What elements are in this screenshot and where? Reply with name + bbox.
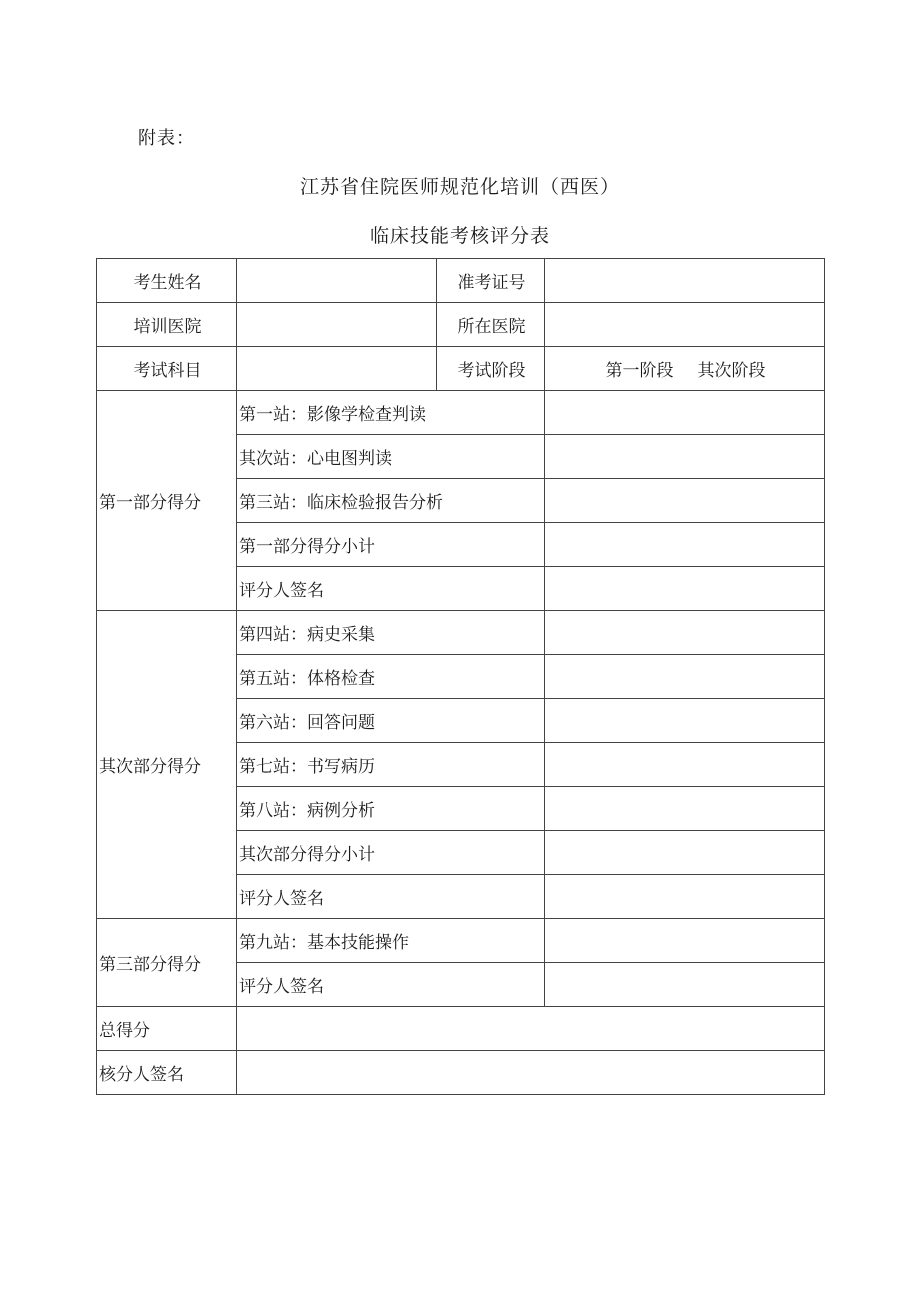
part1-subtotal-label: 第一部分得分小计 xyxy=(237,523,545,567)
table-row xyxy=(97,391,825,435)
station-9-label: 第九站：基本技能操作 xyxy=(237,919,545,963)
part1-label: 第一部分得分 xyxy=(97,391,237,611)
table-row xyxy=(97,1007,825,1051)
stage-option-first[interactable]: 第一阶段 xyxy=(605,361,674,381)
exam-subject-field[interactable] xyxy=(237,347,437,391)
station-8-label: 第八站：病例分析 xyxy=(237,787,545,831)
candidate-name-label: 考生姓名 xyxy=(97,259,237,303)
station-8-score[interactable] xyxy=(545,787,825,831)
reviewer-signature-label: 核分人签名 xyxy=(97,1051,237,1095)
part1-signature-label: 评分人签名 xyxy=(237,567,545,611)
form-title-line1: 江苏省住院医师规范化培训（西医） xyxy=(299,176,620,198)
reviewer-signature-field[interactable] xyxy=(237,1051,825,1095)
form-title-line2: 临床技能考核评分表 xyxy=(369,225,550,247)
station-2-label: 其次站：心电图判读 xyxy=(237,435,545,479)
exam-stage-options xyxy=(545,347,825,391)
total-score-label: 总得分 xyxy=(97,1007,237,1051)
station-6-score[interactable] xyxy=(545,699,825,743)
station-7-score[interactable] xyxy=(545,743,825,787)
part1-signature-field[interactable] xyxy=(545,567,825,611)
exam-stage-label: 考试阶段 xyxy=(437,347,545,391)
table-row xyxy=(97,919,825,963)
part2-subtotal-field[interactable] xyxy=(545,831,825,875)
station-6-label: 第六站：回答问题 xyxy=(237,699,545,743)
station-4-label: 第四站：病史采集 xyxy=(237,611,545,655)
station-2-score[interactable] xyxy=(545,435,825,479)
part3-signature-label: 评分人签名 xyxy=(237,963,545,1007)
station-3-label: 第三站：临床检验报告分析 xyxy=(237,479,545,523)
table-row xyxy=(97,1051,825,1095)
part2-subtotal-label: 其次部分得分小计 xyxy=(237,831,545,875)
station-4-score[interactable] xyxy=(545,611,825,655)
part3-label: 第三部分得分 xyxy=(97,919,237,1007)
attachment-label: 附表： xyxy=(138,128,195,149)
part2-label: 其次部分得分 xyxy=(97,611,237,919)
table-row xyxy=(97,611,825,655)
part2-signature-field[interactable] xyxy=(545,875,825,919)
candidate-name-field[interactable] xyxy=(237,259,437,303)
part2-signature-label: 评分人签名 xyxy=(237,875,545,919)
training-hospital-field[interactable] xyxy=(237,303,437,347)
table-row xyxy=(97,347,825,391)
training-hospital-label: 培训医院 xyxy=(97,303,237,347)
station-1-label: 第一站：影像学检查判读 xyxy=(237,391,545,435)
current-hospital-label: 所在医院 xyxy=(437,303,545,347)
station-3-score[interactable] xyxy=(545,479,825,523)
station-7-label: 第七站：书写病历 xyxy=(237,743,545,787)
stage-option-second[interactable]: 其次阶段 xyxy=(697,361,766,381)
part1-subtotal-field[interactable] xyxy=(545,523,825,567)
table-row xyxy=(97,259,825,303)
part3-signature-field[interactable] xyxy=(545,963,825,1007)
exam-number-field[interactable] xyxy=(545,259,825,303)
station-9-score[interactable] xyxy=(545,919,825,963)
station-5-score[interactable] xyxy=(545,655,825,699)
station-1-score[interactable] xyxy=(545,391,825,435)
table-row xyxy=(97,303,825,347)
station-5-label: 第五站：体格检查 xyxy=(237,655,545,699)
exam-number-label: 准考证号 xyxy=(437,259,545,303)
score-table xyxy=(96,258,825,1095)
total-score-field[interactable] xyxy=(237,1007,825,1051)
current-hospital-field[interactable] xyxy=(545,303,825,347)
exam-subject-label: 考试科目 xyxy=(97,347,237,391)
